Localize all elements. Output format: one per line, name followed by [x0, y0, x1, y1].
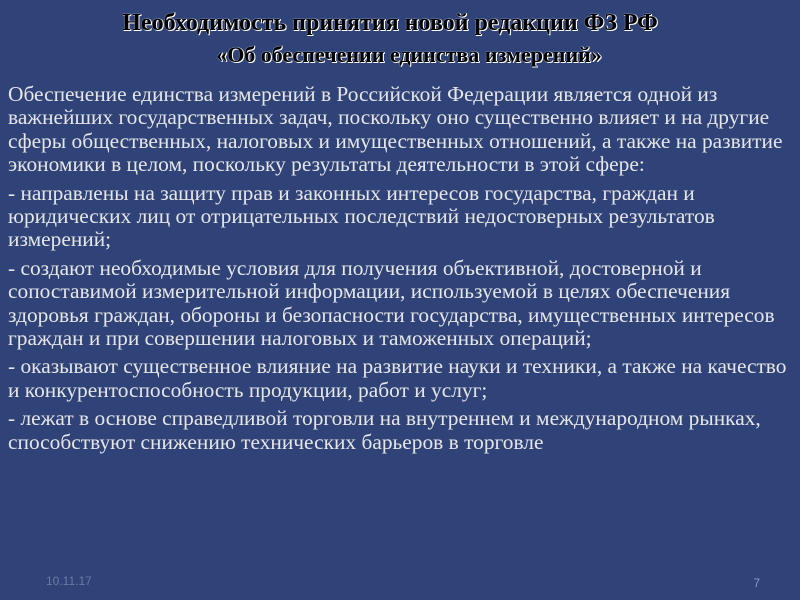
intro-paragraph: Обеспечение единства измерений в Российской Федерации является одной из важнейших государственных задач, поскольку оно существенно влияет и на другие сферы общественных, налоговых и имущественных отношений, а также на развитие экономики в целом, поскольку результаты деятельности в этой сфере:	[8, 82, 783, 177]
bullet-measurement-information: - создают необходимые условия для получения объективной, достоверной и сопоставимой измерительной информации, используемой в целях обеспечения здоровья граждан, обороны и безопасности государства, имущественных интересов граждан и при совершении налоговых и таможенных операций;	[8, 255, 775, 351]
slide-number: 7	[753, 576, 760, 590]
slide-body	[8, 83, 792, 459]
footer-date: 10.11.17	[46, 574, 92, 588]
title-line-2: «Об обеспечении единства измерений»	[216, 42, 602, 67]
slide-title	[0, 6, 800, 70]
title-line-1: Необходимость принятия новой редакции ФЗ РФ	[122, 10, 658, 36]
bullet-fair-trade: - лежат в основе справедливой торговли на внутреннем и международном рынках, способствуют снижению технических барьеров в торговле	[8, 406, 761, 454]
bullet-science-technology: - оказывают существенное влияние на развитие науки и техники, а также на качество и конкурентоспособность продукции, работ и услуг;	[8, 354, 787, 402]
bullet-rights-protection: - направлены на защиту прав и законных интересов государства, граждан и юридических лиц от отрицательных последствий недостоверных результатов измерений;	[8, 180, 715, 252]
